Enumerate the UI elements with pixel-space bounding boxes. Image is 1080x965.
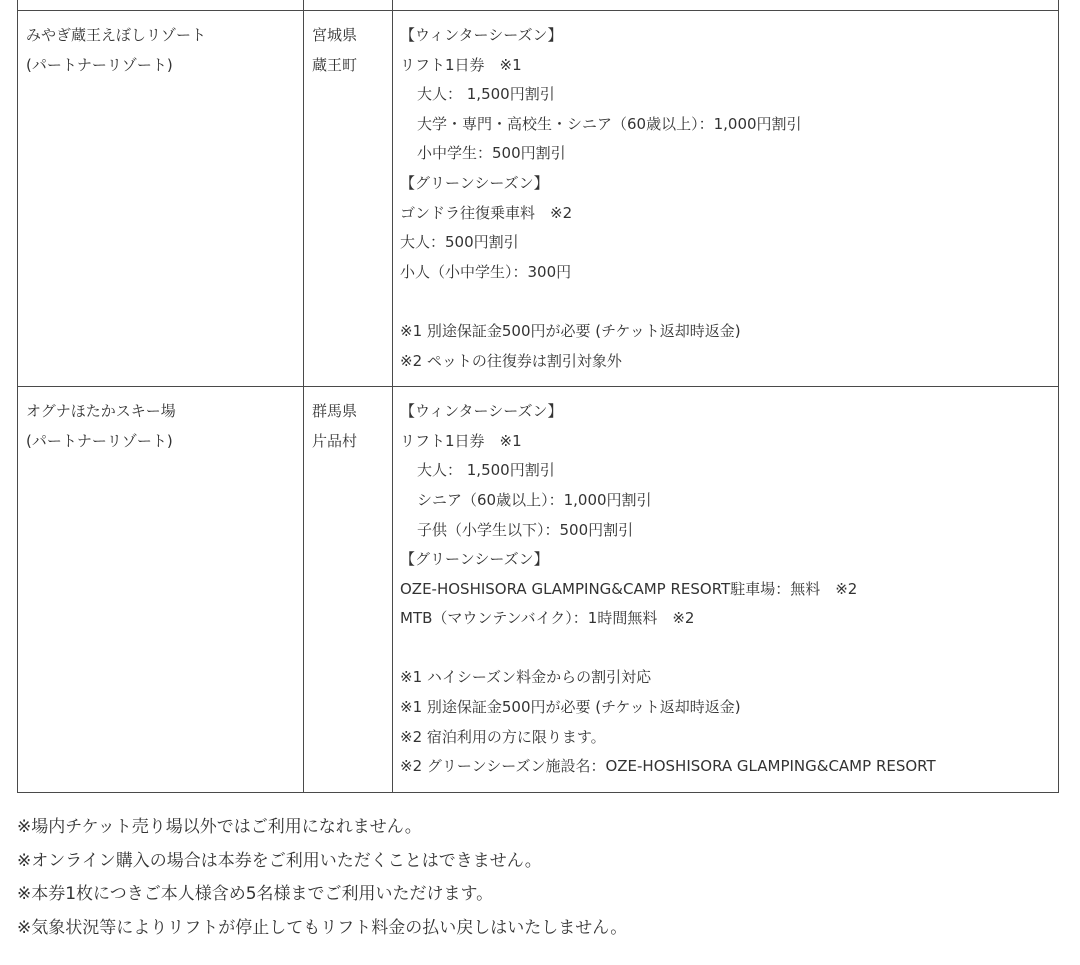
resort-discount-table bbox=[17, 0, 1059, 793]
table-row bbox=[18, 387, 1059, 793]
discount-detail-line: ※1 別途保証金500円が必要 (チケット返却時返金) bbox=[400, 698, 741, 717]
resort-location-line: 蔵王町 bbox=[312, 55, 358, 74]
discount-detail-line: ゴンドラ往復乗車料 ※2 bbox=[400, 203, 573, 222]
discount-detail-line: 【ウィンターシーズン】 bbox=[400, 26, 563, 44]
note-text: ※本券1枚につきご本人様含め5名様までご利用いただけます。 bbox=[17, 884, 494, 904]
table-cell bbox=[18, 0, 304, 11]
discount-detail-line: ※2 宿泊利用の方に限ります。 bbox=[400, 727, 606, 746]
resort-location-line: 群馬県 bbox=[312, 402, 358, 421]
table-cell bbox=[393, 0, 1059, 11]
discount-detail-line: リフト1日券 ※1 bbox=[400, 431, 522, 450]
resort-location-line: 宮城県 bbox=[312, 26, 358, 44]
resort-name-line: みやぎ蔵王えぼしリゾート bbox=[26, 26, 207, 44]
discount-detail-line: ※1 ハイシーズン料金からの割引対応 bbox=[400, 668, 652, 687]
note-text: ※気象状況等によりリフトが停止してもリフト料金の払い戻しはいたしません。 bbox=[17, 917, 628, 938]
resort-name-cell bbox=[18, 387, 304, 793]
discount-detail-line: 子供（小学生以下）：500円割引 bbox=[417, 520, 634, 539]
table-row bbox=[18, 11, 1059, 387]
notes-list bbox=[17, 811, 627, 945]
note-text: ※オンライン購入の場合は本券をご利用いただくことはできません。 bbox=[17, 850, 542, 871]
resort-name-cell bbox=[18, 11, 304, 387]
table-row-previous bbox=[18, 0, 1059, 11]
discount-detail-line: 【グリーンシーズン】 bbox=[400, 550, 549, 569]
discount-detail-line: 大人： 1,500円割引 bbox=[417, 461, 555, 480]
discount-detail-line: ※2 グリーンシーズン施設名：OZE-HOSHISORA GLAMPING&CAMP RESORT bbox=[400, 757, 936, 776]
discount-detail-line: ※1 別途保証金500円が必要 (チケット返却時返金) bbox=[400, 321, 741, 340]
table-body bbox=[18, 0, 1059, 792]
table-cell bbox=[304, 0, 393, 11]
discount-detail-line: 大学・専門・高校生・シニア（60歳以上）：1,000円割引 bbox=[417, 114, 802, 133]
discount-detail-line: 大人：500円割引 bbox=[400, 233, 519, 252]
discount-detail-line: リフト1日券 ※1 bbox=[400, 55, 522, 74]
discount-detail-line: 【グリーンシーズン】 bbox=[400, 173, 549, 192]
resort-name-line: (パートナーリゾート) bbox=[26, 55, 173, 74]
spacer-line bbox=[400, 287, 1050, 317]
resort-location-cell bbox=[304, 11, 393, 387]
discount-detail-line: ※2 ペットの往復券は割引対象外 bbox=[400, 351, 622, 370]
discount-detail-cell bbox=[393, 387, 1059, 793]
discount-detail-line: 小中学生：500円割引 bbox=[417, 144, 566, 163]
resort-location-line: 片品村 bbox=[312, 431, 358, 450]
spacer-line bbox=[400, 634, 1050, 664]
note-text: ※場内チケット売り場以外ではご利用になれません。 bbox=[17, 817, 422, 837]
discount-detail-line: 小人（小中学生）：300円 bbox=[400, 262, 572, 281]
discount-detail-line: シニア（60歳以上）：1,000円割引 bbox=[417, 490, 652, 509]
resort-name-line: (パートナーリゾート) bbox=[26, 431, 173, 450]
discount-detail-line: OZE-HOSHISORA GLAMPING&CAMP RESORT駐車場：無料 ※2 bbox=[400, 579, 858, 598]
discount-detail-line: MTB（マウンテンバイク）：1時間無料 ※2 bbox=[400, 609, 695, 628]
discount-detail-cell bbox=[393, 11, 1059, 387]
resort-name-line: オグナほたかスキー場 bbox=[26, 402, 176, 421]
resort-location-cell bbox=[304, 387, 393, 793]
discount-detail-line: 【ウィンターシーズン】 bbox=[400, 402, 563, 421]
discount-detail-line: 大人： 1,500円割引 bbox=[417, 85, 555, 104]
